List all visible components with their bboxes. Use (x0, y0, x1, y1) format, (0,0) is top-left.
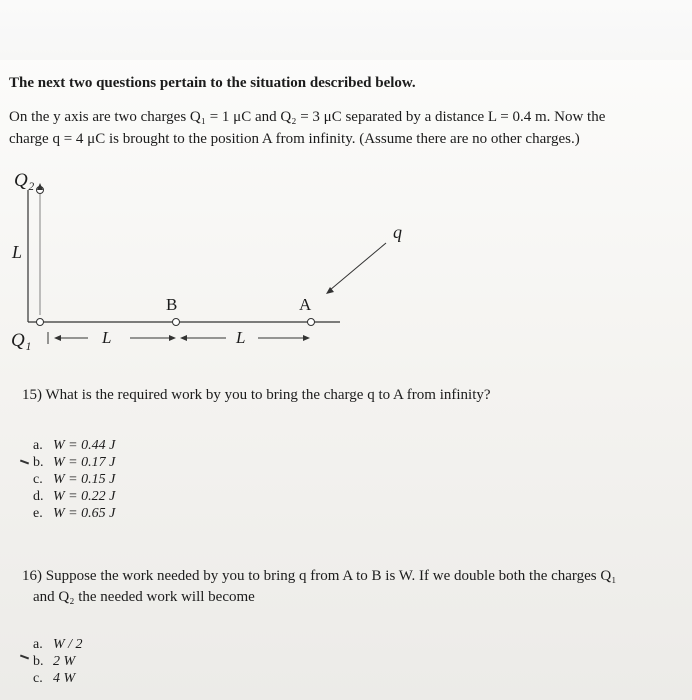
charge-q-label: q (393, 222, 402, 242)
answer-option-d[interactable] (33, 488, 115, 505)
arrow-right-icon-2 (303, 335, 310, 341)
section-heading: The next two questions pertain to the situation described below. (9, 75, 416, 91)
point-a-label: A (299, 295, 312, 314)
q1-label: Q₁ (11, 330, 32, 351)
q-path-line (330, 243, 386, 290)
description-line-1: On the y axis are two charges Q₁ = 1 μC and Q₂ = 3 μC separated by a distance L = 0.4 m. Now the (9, 109, 606, 125)
horizontal-distance-label-2: L (236, 328, 246, 347)
answer-option-c[interactable] (33, 471, 115, 488)
option-letter: c. (33, 472, 43, 487)
option-text: W = 0.44 J (53, 438, 116, 453)
description-line-2: charge q = 4 μC is brought to the position A from infinity. (Assume there are no other charges.) (9, 131, 580, 147)
option-letter: a. (33, 637, 43, 652)
answer-option-b[interactable] (33, 454, 115, 471)
q1-charge-marker (37, 319, 44, 326)
arrow-left-icon-2 (180, 335, 187, 341)
option-letter: c. (33, 671, 43, 686)
arrow-left-icon (54, 335, 61, 341)
point-b-marker (173, 319, 180, 326)
answer-option-b[interactable] (33, 653, 83, 670)
arrow-up-icon (37, 183, 43, 190)
answer-option-c[interactable] (33, 670, 83, 687)
question-15-options (33, 437, 115, 522)
option-letter: a. (33, 438, 43, 453)
option-text: W = 0.17 J (53, 455, 116, 470)
question-16-options (33, 636, 83, 687)
question-16 (22, 566, 616, 608)
option-text: 4 W (53, 671, 76, 686)
option-letter: d. (33, 489, 44, 504)
option-letter: b. (33, 654, 44, 669)
answer-option-a[interactable] (33, 437, 115, 454)
question-16-line-1: 16) Suppose the work needed by you to bring q from A to B is W. If we double both the charges Q₁ (22, 568, 617, 584)
question-16-line-2: and Q₂ the needed work will become (33, 589, 255, 605)
option-letter: e. (33, 506, 43, 521)
option-text: W = 0.22 J (53, 489, 116, 504)
vertical-distance-label: L (12, 242, 23, 262)
page-top-margin (0, 0, 692, 60)
option-text: W = 0.65 J (53, 506, 116, 521)
answer-option-a[interactable] (33, 636, 83, 653)
horizontal-distance-label-1: L (102, 328, 112, 347)
charge-diagram (0, 150, 692, 360)
problem-description (9, 106, 689, 150)
option-letter: b. (33, 455, 44, 470)
point-a-marker (308, 319, 315, 326)
answer-option-e[interactable] (33, 505, 115, 522)
option-text: 2 W (53, 654, 76, 669)
handwritten-check-mark-q15 (20, 460, 29, 465)
question-15: 15) What is the required work by you to bring the charge q to A from infinity? (22, 387, 491, 403)
point-b-label: B (166, 295, 178, 314)
handwritten-check-mark-q16 (20, 655, 29, 660)
q2-label: Q₂ (14, 170, 35, 191)
option-text: W / 2 (53, 637, 83, 652)
arrow-right-icon (169, 335, 176, 341)
option-text: W = 0.15 J (53, 472, 116, 487)
